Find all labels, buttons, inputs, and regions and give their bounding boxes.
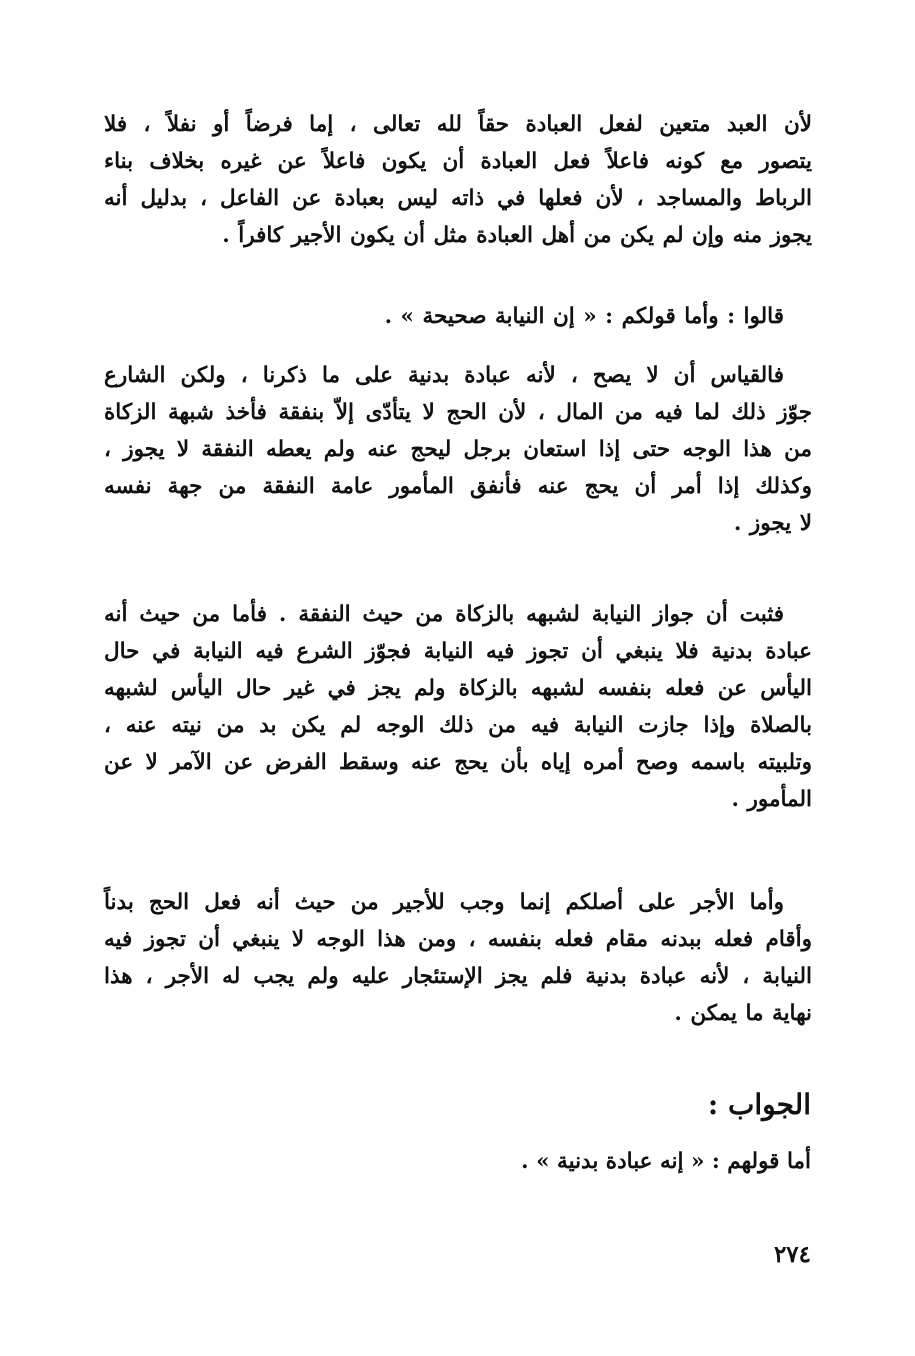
text-line: وأما الأجر على أصلكم إنما وجب للأجير من حيث أنه فعل الحج بدناً — [104, 890, 784, 915]
text-line: وتلبيته باسمه وصح أمره إياه بأن يحج عنه وسقط الفرض عن الآمر لا عن — [104, 750, 812, 775]
text-line: المأمور . — [731, 787, 812, 812]
text-line: عبادة بدنية فلا ينبغي أن تجوز فيه النيابة فجوّز الشرع فيه النيابة في حال — [104, 639, 812, 664]
text-line: جوّز ذلك لما فيه من المال ، لأن الحج لا يتأدّى إلاّ بنفقة فأخذ شبهة الزكاة — [104, 400, 812, 425]
section-subline: أما قولهم : « إنه عبادة بدنية » . — [521, 1149, 811, 1174]
text-line: قالوا : وأما قولكم : « إن النيابة صحيحة » . — [384, 304, 784, 329]
text-line: نهاية ما يمكن . — [674, 1001, 812, 1026]
paragraph-1 — [104, 106, 812, 254]
text-line: يتصور مع كونه فاعلاً فعل العبادة أن يكون فاعلاً عن غيره بخلاف بناء — [104, 149, 812, 174]
paragraph-3 — [104, 357, 812, 542]
text-line: النيابة ، لأنه عبادة بدنية فلم يجز الإستئجار عليه ولم يجب له الأجر ، هذا — [104, 964, 812, 989]
text-line: وكذلك إذا أمر أن يحج عنه فأنفق المأمور عامة النفقة من جهة نفسه — [104, 474, 812, 499]
paragraph-5 — [104, 884, 812, 1032]
text-line: الرباط والمساجد ، لأن فعلها في ذاته ليس بعبادة عن الفاعل ، بدليل أنه — [104, 186, 812, 211]
text-line: لا يجوز . — [733, 511, 812, 536]
text-line: بالصلاة وإذا جازت النيابة فيه من ذلك الوجه لم يكن بد من نيته عنه ، — [104, 713, 812, 738]
text-line: وأقام فعله ببدنه مقام فعله بنفسه ، ومن هذا الوجه لا ينبغي أن تجوز فيه — [104, 927, 812, 952]
text-line: يجوز منه وإن لم يكن من أهل العبادة مثل أن يكون الأجير كافراً . — [222, 223, 812, 248]
page-number: ٢٧٤ — [773, 1241, 811, 1268]
text-line: من هذا الوجه حتى إذا استعان برجل ليحج عنه ولم يعطه النفقة لا يجوز ، — [104, 437, 812, 462]
section-heading: الجواب : — [707, 1088, 811, 1121]
text-line: اليأس عن فعله بنفسه لشبهه بالزكاة ولم يجز في غير حال اليأس لشبهه — [104, 676, 812, 701]
text-line: فثبت أن جواز النيابة لشبهه بالزكاة من حيث النفقة . فأما من حيث أنه — [104, 602, 784, 627]
paragraph-4 — [104, 596, 812, 818]
paragraph-2 — [104, 298, 812, 335]
text-line: فالقياس أن لا يصح ، لأنه عبادة بدنية على ما ذكرنا ، ولكن الشارع — [104, 363, 784, 388]
text-line: لأن العبد متعين لفعل العبادة حقاً لله تعالى ، إما فرضاً أو نفلاً ، فلا — [104, 112, 812, 137]
